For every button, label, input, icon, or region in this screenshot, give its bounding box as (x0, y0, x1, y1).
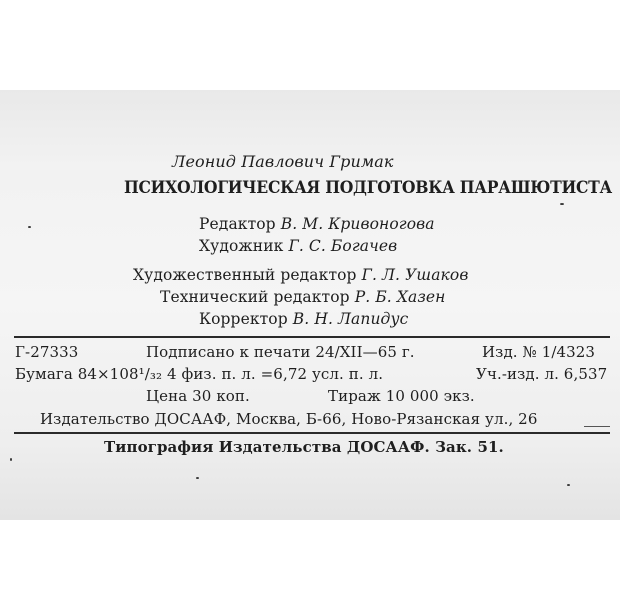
credit-role: Художественный редактор (133, 266, 357, 284)
credit-role: Корректор (199, 310, 288, 328)
credit-art-editor (133, 266, 468, 284)
print-run: Тираж 10 000 экз. (328, 387, 475, 405)
scan-speck (560, 203, 564, 205)
license-number: Г-27333 (15, 343, 79, 361)
credit-artist (199, 237, 397, 255)
credit-name: В. М. Кривоногова (280, 215, 435, 233)
price: Цена 30 коп. (146, 387, 250, 405)
scan-speck (567, 484, 570, 486)
publication-number: Изд. № 1/4323 (482, 343, 596, 361)
credit-editor (199, 215, 435, 233)
scan-speck (10, 458, 12, 461)
publisher-address: Издательство ДОСААФ, Москва, Б-66, Ново-Рязанская ул., 26 (40, 410, 538, 428)
author-name: Леонид Павлович Гримак (172, 152, 394, 171)
credit-proofreader (199, 310, 408, 328)
divider-top (14, 336, 610, 338)
credit-tech-editor (160, 288, 445, 306)
credit-name: В. Н. Лапидус (292, 310, 409, 328)
scan-speck (196, 477, 199, 479)
credit-name: Р. Б. Хазен (354, 288, 446, 306)
printing-house: Типография Издательства ДОСААФ. Зак. 51. (104, 438, 504, 456)
scan-speck (28, 226, 31, 228)
publisher-sheets: Уч.-изд. л. 6,537 (476, 365, 608, 383)
credit-name: Г. Л. Ушаков (361, 266, 469, 284)
credit-role: Художник (199, 237, 284, 255)
divider-accent (584, 426, 610, 427)
book-title: ПСИХОЛОГИЧЕСКАЯ ПОДГОТОВКА ПАРАШЮТИСТА (124, 178, 612, 198)
divider-bottom (14, 432, 610, 434)
credit-role: Технический редактор (160, 288, 350, 306)
signed-date: Подписано к печати 24/XII—65 г. (146, 343, 415, 361)
credit-name: Г. С. Богачев (288, 237, 398, 255)
paper-format: Бумага 84×108¹/₃₂ 4 физ. п. л. =6,72 усл. п. л. (15, 365, 384, 383)
credit-role: Редактор (199, 215, 276, 233)
